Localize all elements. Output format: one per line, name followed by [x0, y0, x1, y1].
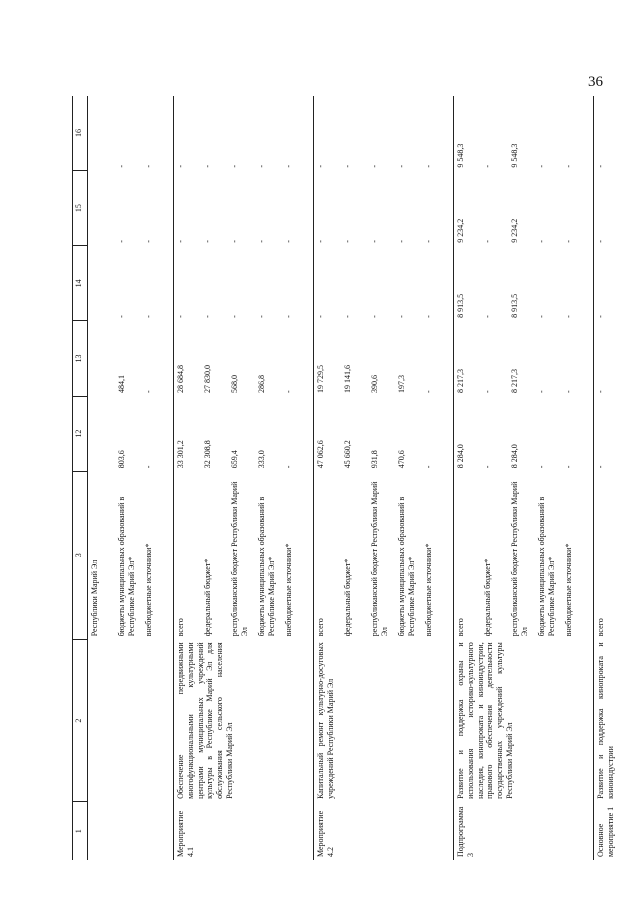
- value-cell: [88, 396, 174, 471]
- value-entry: 470,6: [397, 450, 406, 469]
- value-entry: 8 913,5: [456, 293, 465, 318]
- value-entry: -: [596, 315, 605, 318]
- value-entry: -: [117, 240, 126, 243]
- value-entry: -: [144, 240, 153, 243]
- value-entry: -: [343, 164, 352, 168]
- value-entry: -: [483, 390, 492, 394]
- value-entry: 8 284,0: [456, 444, 465, 469]
- value-entry: 568,0: [230, 375, 239, 394]
- value-entry: -: [370, 240, 379, 243]
- value-entry: -: [316, 315, 325, 318]
- value-entry: -: [564, 315, 573, 318]
- value-entry: -: [144, 465, 153, 469]
- value-cell: [454, 246, 594, 321]
- value-entry: -: [424, 240, 433, 243]
- value-entry: -: [596, 240, 605, 243]
- value-entry: 390,6: [370, 375, 379, 394]
- value-cell: [454, 96, 594, 171]
- funding-source-label: внебюджетные источники*: [144, 543, 153, 637]
- funding-source-cell: [314, 471, 454, 639]
- value-entry: -: [176, 164, 185, 168]
- value-cell: [594, 246, 626, 321]
- program-name-cell: Развитие и поддержка кинопроката и киноиндустрии: [594, 639, 626, 802]
- funding-source-cell: [594, 471, 626, 639]
- value-entry: [90, 174, 117, 243]
- value-entry: -: [117, 315, 126, 318]
- value-cell: [174, 171, 314, 246]
- header-col-13: 13: [73, 321, 88, 396]
- funding-source-label: бюджеты муниципальных образований в Республике Марий Эл*: [397, 496, 416, 637]
- value-cell: [88, 246, 174, 321]
- value-entry: -: [537, 465, 546, 469]
- value-entry: 19 729,5: [316, 365, 325, 394]
- value-entry: -: [483, 240, 492, 243]
- funding-source-label: Республики Марий Эл: [90, 559, 99, 637]
- program-name-cell: Обеспечение передвижными многофункциональными культурными центрами муниципальных учреждений культуры в Республике Марий Эл для обслуживания сельского населения Республики Марий Эл: [174, 639, 314, 802]
- value-entry: -: [596, 164, 605, 168]
- value-entry: [90, 249, 117, 318]
- value-entry: -: [203, 240, 212, 243]
- value-entry: 47 062,6: [316, 440, 325, 469]
- value-entry: -: [284, 240, 293, 243]
- value-entry: 9 234,2: [510, 218, 519, 243]
- value-entry: -: [203, 164, 212, 168]
- table-row: [174, 96, 314, 860]
- value-entry: 803,6: [117, 450, 126, 469]
- value-entry: [90, 99, 117, 168]
- header-col-12: 12: [73, 396, 88, 471]
- value-cell: [88, 321, 174, 396]
- value-entry: -: [284, 315, 293, 318]
- value-cell: [314, 321, 454, 396]
- value-entry: 9 234,2: [456, 218, 465, 243]
- program-name-cell: [88, 639, 174, 802]
- value-entry: -: [144, 164, 153, 168]
- funding-source-label: бюджеты муниципальных образований в Республике Марий Эл*: [117, 496, 136, 637]
- funding-source-label: всего: [596, 618, 605, 637]
- header-col-16: 16: [73, 96, 88, 171]
- funding-source-label: внебюджетные источники*: [424, 543, 433, 637]
- header-col-14: 14: [73, 246, 88, 321]
- program-name-cell: Капитальный ремонт культурно-досуговых учреждений Республики Марий Эл: [314, 639, 454, 802]
- value-entry: -: [316, 240, 325, 243]
- program-code-cell: Мероприятие 4.1: [174, 802, 314, 860]
- value-entry: -: [203, 315, 212, 318]
- table-header: [73, 96, 88, 860]
- value-cell: [174, 246, 314, 321]
- value-entry: -: [370, 164, 379, 168]
- value-entry: -: [343, 315, 352, 318]
- value-entry: -: [424, 465, 433, 469]
- value-entry: 27 830,0: [203, 365, 212, 394]
- funding-source-label: республиканский бюджет Республики Марий Эл: [230, 481, 249, 637]
- value-entry: -: [176, 240, 185, 243]
- funding-source-label: федеральный бюджет*: [203, 558, 212, 637]
- value-entry: 8 217,3: [510, 369, 519, 394]
- value-entry: -: [316, 164, 325, 168]
- header-col-3: 3: [73, 471, 88, 639]
- value-entry: 931,8: [370, 450, 379, 469]
- funding-source-cell: [88, 471, 174, 639]
- value-entry: -: [257, 164, 266, 168]
- value-entry: -: [564, 390, 573, 394]
- value-entry: -: [343, 240, 352, 243]
- value-cell: [314, 246, 454, 321]
- value-entry: -: [370, 315, 379, 318]
- value-entry: 28 684,8: [176, 365, 185, 394]
- value-cell: [174, 96, 314, 171]
- value-cell: [594, 396, 626, 471]
- table-row: [454, 96, 594, 860]
- value-entry: -: [284, 465, 293, 469]
- funding-source-label: внебюджетные источники*: [284, 543, 293, 637]
- value-entry: -: [537, 315, 546, 318]
- value-entry: -: [596, 390, 605, 394]
- value-entry: -: [564, 240, 573, 243]
- funding-source-cell: [174, 471, 314, 639]
- value-entry: 484,1: [117, 375, 126, 394]
- value-entry: 33 301,2: [176, 440, 185, 469]
- value-entry: -: [397, 315, 406, 318]
- value-entry: -: [144, 390, 153, 394]
- table-row: [314, 96, 454, 860]
- value-entry: -: [176, 315, 185, 318]
- funding-source-label: всего: [316, 618, 325, 637]
- value-entry: -: [257, 315, 266, 318]
- value-cell: [88, 171, 174, 246]
- value-entry: -: [424, 390, 433, 394]
- value-entry: -: [230, 164, 239, 168]
- header-row: [73, 96, 88, 860]
- value-cell: [594, 321, 626, 396]
- value-entry: -: [397, 164, 406, 168]
- table-row: [88, 96, 174, 860]
- funding-source-label: всего: [176, 618, 185, 637]
- program-code-cell: Основное мероприятие 1: [594, 802, 626, 860]
- value-entry: 45 660,2: [343, 440, 352, 469]
- value-entry: [90, 324, 117, 393]
- value-entry: -: [596, 465, 605, 469]
- value-cell: [454, 396, 594, 471]
- value-cell: [88, 96, 174, 171]
- value-entry: -: [230, 240, 239, 243]
- value-entry: -: [537, 390, 546, 394]
- table-body: [88, 96, 626, 860]
- funding-source-label: федеральный бюджет*: [483, 558, 492, 637]
- funding-source-label: бюджеты муниципальных образований в Республике Марий Эл*: [537, 496, 556, 637]
- program-name-cell: Развитие и поддержка охраны и использования историко-культурного наследия, кинопроката и киноиндустрии, правового обеспечения деятельности государственных учреждений культуры Республики Марий Эл: [454, 639, 594, 802]
- funding-source-label: федеральный бюджет*: [343, 558, 352, 637]
- value-cell: [174, 396, 314, 471]
- value-cell: [454, 171, 594, 246]
- value-entry: -: [424, 315, 433, 318]
- value-entry: -: [424, 164, 433, 168]
- value-entry: 32 308,8: [203, 440, 212, 469]
- value-cell: [314, 171, 454, 246]
- value-entry: 8 284,0: [510, 444, 519, 469]
- value-entry: -: [117, 164, 126, 168]
- value-entry: -: [230, 315, 239, 318]
- funding-source-cell: [454, 471, 594, 639]
- program-code-cell: [88, 802, 174, 860]
- funding-source-label: республиканский бюджет Республики Марий Эл: [510, 481, 529, 637]
- value-cell: [454, 321, 594, 396]
- value-entry: 8 217,3: [456, 369, 465, 394]
- value-entry: [90, 399, 117, 468]
- program-code-cell: Мероприятие 4.2: [314, 802, 454, 860]
- value-entry: 333,0: [257, 450, 266, 469]
- header-col-1: 1: [73, 802, 88, 860]
- value-entry: -: [144, 315, 153, 318]
- value-cell: [314, 96, 454, 171]
- page-number: 36: [588, 74, 603, 90]
- value-entry: 197,3: [397, 375, 406, 394]
- value-entry: -: [397, 240, 406, 243]
- budget-table: [72, 96, 625, 860]
- value-entry: 19 141,6: [343, 365, 352, 394]
- value-entry: 9 548,3: [510, 143, 519, 168]
- value-entry: 286,8: [257, 375, 266, 394]
- funding-source-label: всего: [456, 618, 465, 637]
- value-cell: [594, 171, 626, 246]
- value-entry: -: [564, 465, 573, 469]
- value-entry: -: [537, 240, 546, 243]
- value-entry: 659,4: [230, 450, 239, 469]
- funding-source-label: республиканский бюджет Республики Марий Эл: [370, 481, 389, 637]
- value-cell: [314, 396, 454, 471]
- value-cell: [594, 96, 626, 171]
- value-entry: -: [483, 315, 492, 318]
- funding-source-label: внебюджетные источники*: [564, 543, 573, 637]
- value-cell: [174, 321, 314, 396]
- value-entry: -: [483, 465, 492, 469]
- value-entry: 8 913,5: [510, 293, 519, 318]
- program-code-cell: Подпрограмма 3: [454, 802, 594, 860]
- table-row: [594, 96, 626, 860]
- value-entry: -: [257, 240, 266, 243]
- value-entry: -: [483, 164, 492, 168]
- value-entry: -: [284, 390, 293, 394]
- value-entry: -: [564, 164, 573, 168]
- value-entry: -: [537, 164, 546, 168]
- funding-source-label: бюджеты муниципальных образований в Республике Марий Эл*: [257, 496, 276, 637]
- header-col-15: 15: [73, 171, 88, 246]
- value-entry: 9 548,3: [456, 143, 465, 168]
- value-entry: -: [284, 164, 293, 168]
- header-col-2: 2: [73, 639, 88, 802]
